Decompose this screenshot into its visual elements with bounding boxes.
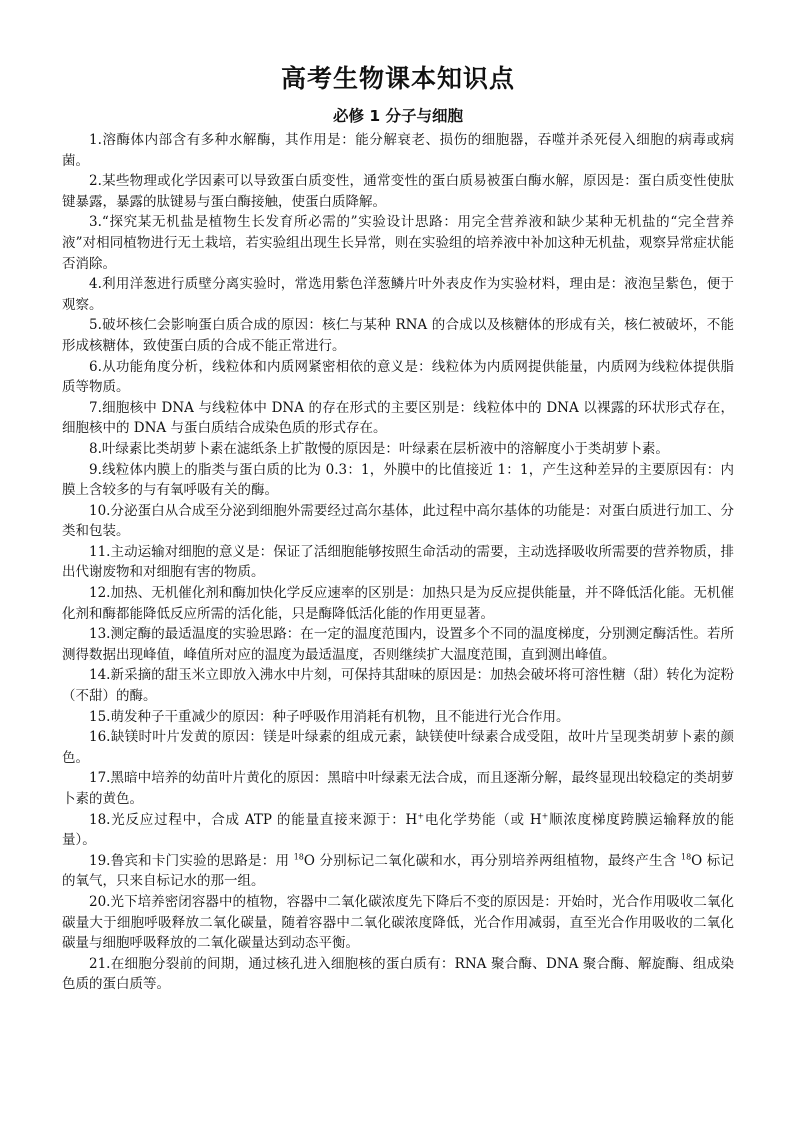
list-item: 13.测定酶的最适温度的实验思路：在一定的温度范围内，设置多个不同的温度梯度，分别测定酶活性。若所测得数据出现峰值，峰值所对应的温度为最适温度，否则继续扩大温度范围，直到测出峰值。 (62, 626, 734, 663)
list-item: 2.某些物理或化学因素可以导致蛋白质变性，通常变性的蛋白质易被蛋白酶水解，原因是：蛋白质变性使肽键暴露，暴露的肽键易与蛋白酶接触，使蛋白质降解。 (62, 173, 734, 210)
list-item: 14.新采摘的甜玉米立即放入沸水中片刻，可保持其甜味的原因是：加热会破坏将可溶性糖（甜）转化为淀粉（不甜）的酶。 (62, 667, 734, 705)
list-item: 11.主动运输对细胞的意义是：保证了活细胞能够按照生命活动的需要，主动选择吸收所需要的营养物质，排出代谢废物和对细胞有害的物质。 (62, 543, 734, 581)
list-item: 16.缺镁时叶片发黄的原因：镁是叶绿素的组成元素，缺镁使叶绿素合成受阻，故叶片呈现类胡萝卜素的颜色。 (62, 729, 734, 766)
knowledge-list (62, 130, 734, 995)
list-item: 19.鲁宾和卡门实验的思路是：用 $^{18}$O 分别标记二氧化碳和水，再分别培养两组植物，最终产生含 $^{18}$O 标记的氧气，只来自标记水的那一组。 (62, 852, 734, 890)
list-item: 21.在细胞分裂前的间期，通过核孔进入细胞核的蛋白质有：RNA 聚合酶、DNA 聚合酶、解旋酶、组成染色质的蛋白质等。 (62, 955, 734, 993)
list-item: 1.溶酶体内部含有多种水解酶，其作用是：能分解衰老、损伤的细胞器，吞噬并杀死侵入细胞的病毒或病菌。 (62, 132, 734, 169)
list-item: 20.光下培养密闭容器中的植物，容器中二氧化碳浓度先下降后不变的原因是：开始时，光合作用吸收二氧化碳量大于细胞呼吸释放二氧化碳量，随着容器中二氧化碳浓度降低，光合作用减弱，直至光合作用吸收的二氧化碳量与细胞呼吸释放的二氧化碳量达到动态平衡。 (62, 893, 734, 952)
list-item: 9.线粒体内膜上的脂类与蛋白质的比为 0.3：1，外膜中的比值接近 1：1，产生这种差异的主要原因有：内膜上含较多的与有氧呼吸有关的酶。 (62, 461, 734, 499)
list-item: 10.分泌蛋白从合成至分泌到细胞外需要经过高尔基体，此过程中高尔基体的功能是：对蛋白质进行加工、分类和包装。 (62, 502, 734, 540)
list-item: 5.破坏核仁会影响蛋白质合成的原因：核仁与某种 RNA 的合成以及核糖体的形成有关，核仁被破坏，不能形成核糖体，致使蛋白质的合成不能正常进行。 (62, 317, 734, 354)
list-item: 12.加热、无机催化剂和酶加快化学反应速率的区别是：加热只是为反应提供能量，并不降低活化能。无机催化剂和酶都能降低反应所需的活化能，只是酶降低活化能的作用更显著。 (62, 585, 734, 622)
list-item: 7.细胞核中 DNA 与线粒体中 DNA 的存在形式的主要区别是：线粒体中的 DNA 以裸露的环状形式存在，细胞核中的 DNA 与蛋白质结合成染色质的形式存在。 (62, 399, 734, 437)
list-item: 18.光反应过程中，合成 ATP 的能量直接来源于：H+电化学势能（或 H+顺浓度梯度跨膜运输释放的能量）。 (62, 811, 734, 849)
page-title: 高考生物课本知识点 (280, 64, 515, 93)
list-item: 8.叶绿素比类胡萝卜素在滤纸条上扩散慢的原因是：叶绿素在层析液中的溶解度小于类胡萝卜素。 (89, 440, 669, 457)
list-item: 15.萌发种子干重减少的原因：种子呼吸作用消耗有机物，且不能进行光合作用。 (89, 708, 570, 725)
list-item: 3.“探究某无机盐是植物生长发育所必需的”实验设计思路：用完全营养液和缺少某种无机盐的“完全营养液”对相同植物进行无土栽培，若实验组出现生长异常，则在实验组的培养液中补加这种无机盐，观察异常症状能否消除。 (62, 214, 734, 272)
list-item: 4.利用洋葱进行质壁分离实验时，常选用紫色洋葱鳞片叶外表皮作为实验材料，理由是：液泡呈紫色，便于观察。 (62, 276, 734, 313)
section-subtitle: 必修 1 分子与细胞 (332, 107, 464, 125)
list-item: 17.黑暗中培养的幼苗叶片黄化的原因：黑暗中叶绿素无法合成，而且逐渐分解，最终显现出较稳定的类胡萝卜素的黄色。 (62, 770, 734, 807)
list-item: 6.从功能角度分析，线粒体和内质网紧密相依的意义是：线粒体为内质网提供能量，内质网为线粒体提供脂质等物质。 (62, 358, 734, 396)
